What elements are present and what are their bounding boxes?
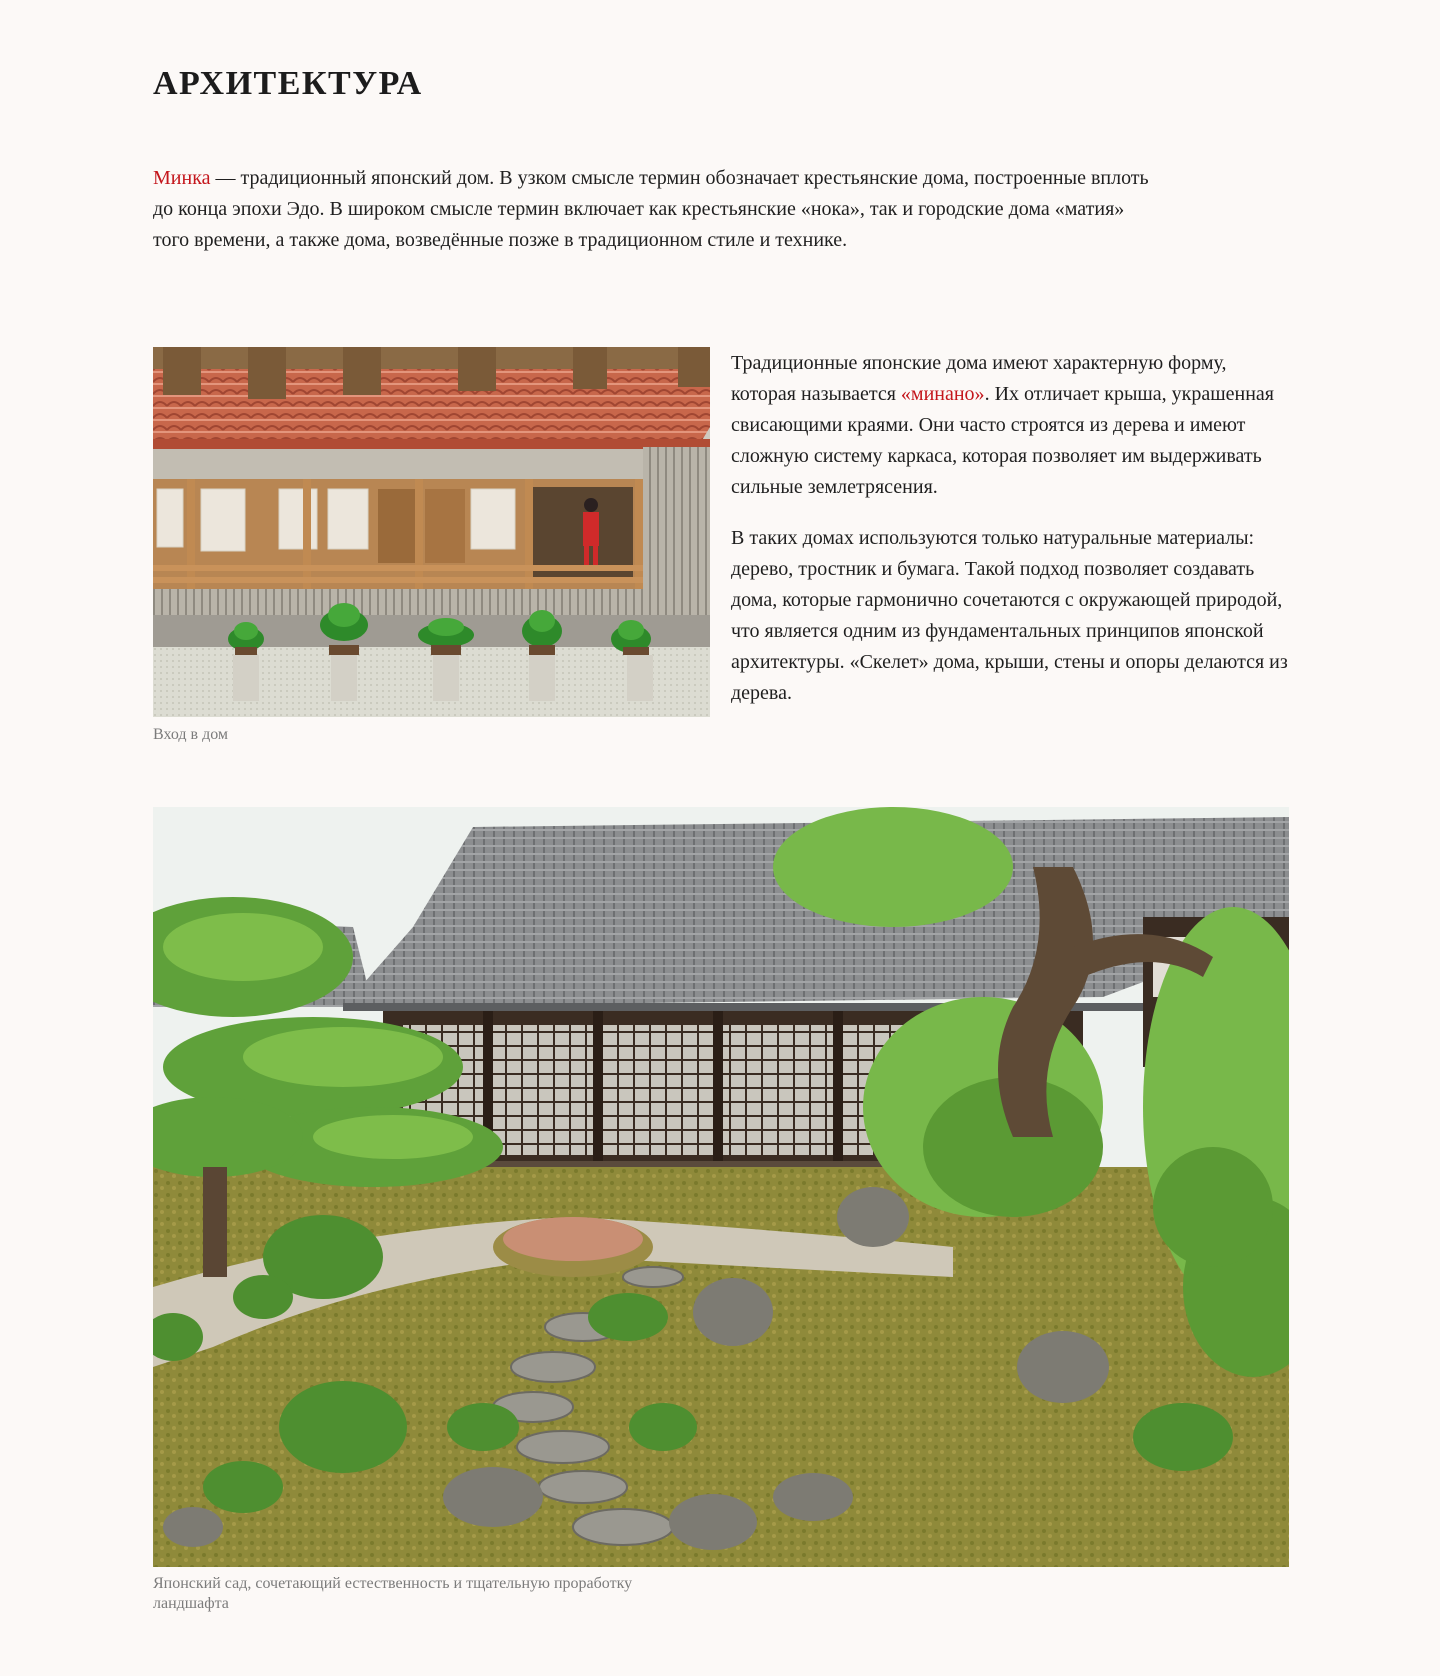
intro-paragraph (153, 163, 1153, 256)
form-text-before: Традиционные японские дома имеют характерную форму, которая называется (731, 352, 1227, 405)
form-text-after: . Их отличает крыша, украшенная свисающими краями. Они часто строятся из дерева и имеют сложную систему каркаса, которая позволяет им выдерживать сильные землетрясения. (731, 383, 1275, 498)
garden-caption: Японский сад, сочетающий естественность и тщательную проработку ландшафта (153, 1575, 633, 1612)
form-description (731, 348, 1293, 729)
entrance-caption: Вход в дом (153, 726, 229, 743)
minano-link[interactable]: «минано» (900, 383, 985, 405)
entrance-photo (153, 347, 710, 717)
materials-paragraph: В таких домах используются только натуральные материалы: дерево, тростник и бумага. Такой подход позволяет создавать дома, которые гармонично сочетаются с окружающей природой, что является одним из фундаментальных принципов японской архитектуры. «Скелет» дома, крыши, стены и опоры делаются из дерева. (731, 527, 1288, 704)
intro-text: — традиционный японский дом. В узком смысле термин обозначает крестьянские дома, построенные вплоть до конца эпохи Эдо. В широком смысле термин включает как крестьянские «нока», так и городские дома «матия» того времени, а также дома, возведённые позже в традиционном стиле и технике. (153, 167, 1149, 251)
section-title: АРХИТЕКТУРА (153, 65, 423, 102)
minka-link[interactable]: Минка (153, 167, 211, 189)
form-paragraph-1 (731, 348, 1293, 503)
garden-photo (153, 807, 1289, 1567)
